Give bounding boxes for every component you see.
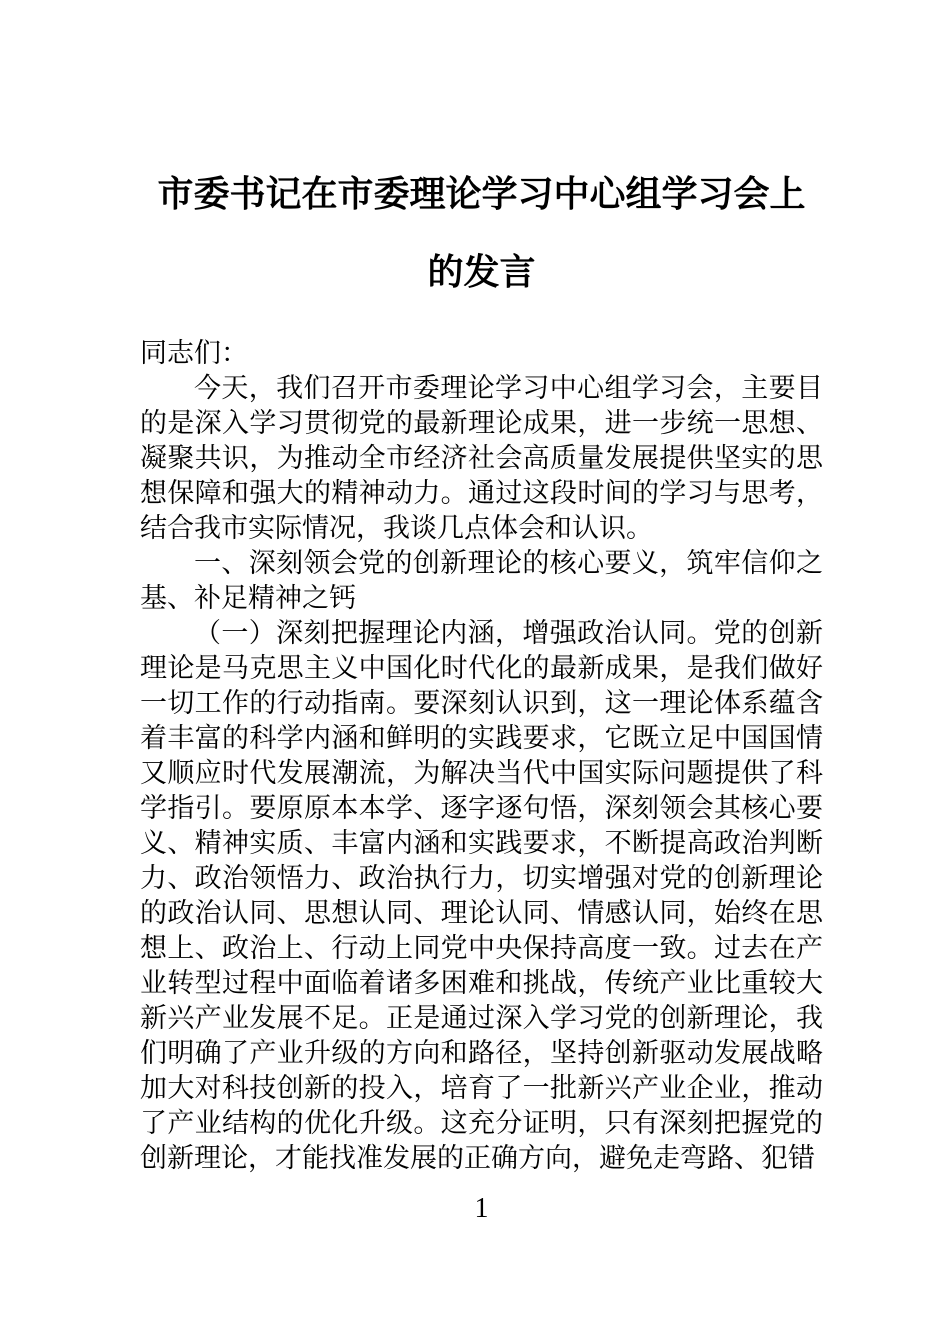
- opening-paragraph: 今天，我们召开市委理论学习中心组学习会，主要目的是深入学习贯彻党的最新理论成果，进一步统一思想、凝聚共识，为推动全市经济社会高质量发展提供坚实的思想保障和强大的精神动力。通过这段时间的学习与思考，结合我市实际情况，我谈几点体会和认识。: [140, 373, 823, 543]
- salutation-line: 同志们：: [140, 338, 248, 368]
- section-body-paragraph: （一）深刻把握理论内涵，增强政治认同。党的创新理论是马克思主义中国化时代化的最新成果，是我们做好一切工作的行动指南。要深刻认识到，这一理论体系蕴含着丰富的科学内涵和鲜明的实践要求，它既立足中国国情又顺应时代发展潮流，为解决当代中国实际问题提供了科学指引。要原原本本学、逐字逐句悟，深刻领会其核心要义、精神实质、丰富内涵和实践要求，不断提高政治判断力、政治领悟力、政治执行力，切实增强对党的创新理论的政治认同、思想认同、理论认同、情感认同，始终在思想上、政治上、行动上同党中央保持高度一致。过去在产业转型过程中面临着诸多困难和挑战，传统产业比重较大新兴产业发展不足。正是通过深入学习党的创新理论，我们明确了产业升级的方向和路径，坚持创新驱动发展战略加大对科技创新的投入，培育了一批新兴产业企业，推动了产业结构的优化升级。这充分证明，只有深刻把握党的创新理论，才能找准发展的正确方向，避免走弯路、犯错: [140, 618, 823, 1173]
- page-number: 1: [474, 1193, 489, 1224]
- document-body: [140, 336, 823, 1176]
- document-title: 市委书记在市委理论学习中心组学习会上的发言: [157, 173, 806, 292]
- section-heading: 一、深刻领会党的创新理论的核心要义，筑牢信仰之基、补足精神之钙: [140, 548, 823, 613]
